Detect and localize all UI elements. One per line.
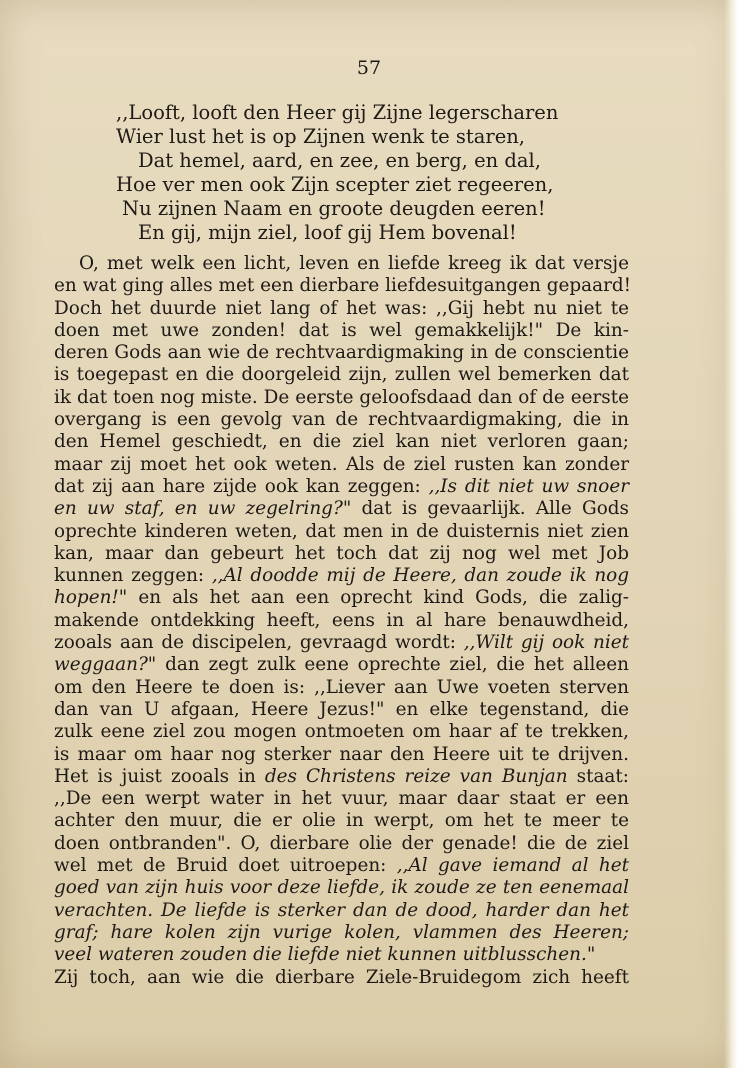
text-line: achter den muur, die er olie in werpt, om het te meer te: [54, 810, 629, 832]
text-line: [54, 587, 629, 609]
poem-stanza: [116, 101, 558, 246]
quote-italic: ,,Al gave iemand al het: [396, 855, 630, 877]
text-line: [54, 565, 629, 587]
quote-italic: ,,Is dit niet uw snoer: [428, 475, 630, 497]
poem-line: ,,Looft, looft den Heer gij Zijne legerscharen: [116, 101, 559, 124]
text-line: zulk eene ziel zou mogen ontmoeten om haar af te trekken,: [54, 721, 629, 743]
quote-italic: en uw staf, en uw zegelring?": [54, 498, 352, 520]
text-line: O, met welk een licht, leven en liefde kreeg ik dat versje: [79, 253, 629, 274]
text-segment: dan zegt zulk eene oprechte ziel, die het alleen: [156, 654, 629, 676]
text-segment: en als het aan een oprecht kind Gods, die zalig-: [127, 587, 629, 609]
text-segment: zooals aan de discipelen, gevraagd wordt:: [54, 632, 464, 654]
text-line: makende ontdekking heeft, eens in al hare benauwdheid,: [54, 609, 629, 631]
quote-italic: ,,Al doodde mij de Heere, dan zoude ik nog: [211, 565, 630, 587]
text-line: ik dat toen nog miste. De eerste geloofsdaad dan of de eerste: [54, 386, 629, 408]
quote-line-italic: veel wateren zouden die liefde niet kunnen uitblusschen.": [54, 944, 596, 966]
text-line: Zij toch, aan wie die dierbare Ziele-Bruidegom zich heeft: [54, 966, 629, 988]
quote-line-italic: graf; hare kolen zijn vurige kolen, vlammen des Heeren;: [54, 921, 629, 943]
quote-italic: hopen!": [54, 587, 128, 609]
text-line: [54, 632, 629, 654]
poem-line: Hoe ver men ook Zijn scepter ziet regeeren,: [116, 173, 554, 197]
quote-line-italic: goed van zijn huis voor deze liefde, ik zoude ze ten eenemaal: [54, 877, 629, 899]
text-segment: dat is gevaarlijk. Alle Gods: [351, 498, 629, 520]
book-title-italic: des Christens reize van Bunjan: [264, 765, 568, 787]
poem-line: Dat hemel, aard, en zee, en berg, en dal,: [138, 149, 541, 173]
text-line: kan, maar dan gebeurt het toch dat zij nog wel met Job: [54, 542, 629, 564]
quote-line-italic: verachten. De liefde is sterker dan de dood, harder dan het: [54, 899, 629, 921]
text-line: den Hemel geschiedt, en die ziel kan niet verloren gaan;: [54, 431, 629, 453]
text-line: deren Gods aan wie de rechtvaardigmaking in de conscientie: [54, 342, 629, 364]
text-line: is toegepast en die doorgeleid zijn, zullen wel bemerken dat: [54, 364, 629, 386]
text-line: en wat ging alles met een dierbare liefdesuitgangen gepaard!: [54, 275, 632, 297]
text-line: overgang is een gevolg van de rechtvaardigmaking, die in: [54, 409, 629, 431]
text-segment: dat zij aan hare zijde ook kan zeggen:: [54, 475, 429, 497]
text-line: [54, 855, 629, 877]
text-line: dan van U afgaan, Heere Jezus!" en elke tegenstand, die: [54, 698, 629, 720]
text-line: doen met uwe zonden! dat is wel gemakkelijk!" De kin-: [54, 319, 629, 341]
text-line: maar zij moet het ook weten. Als de ziel rusten kan zonder: [54, 453, 629, 475]
text-line: [54, 654, 629, 676]
text-line: doen ontbranden". O, dierbare olie der genade! die de ziel: [54, 832, 629, 854]
text-line: om den Heere te doen is: ,,Liever aan Uwe voeten sterven: [54, 676, 629, 698]
quote-italic: ,,Wilt gij ook niet: [463, 632, 629, 654]
poem-line: Nu zijnen Naam en groote deugden eeren!: [122, 197, 546, 221]
body-paragraph: [54, 253, 632, 989]
page-edge: [724, 0, 738, 1068]
text-segment: Het is juist zooals in: [54, 765, 265, 787]
page-number: 57: [356, 57, 382, 79]
text-line: [54, 476, 629, 498]
text-segment: kunnen zeggen:: [54, 565, 212, 587]
text-line: ,,De een werpt water in het vuur, maar daar staat er een: [54, 788, 629, 810]
poem-line: En gij, mijn ziel, loof gij Hem bovenal!: [138, 221, 517, 245]
text-line: [54, 766, 629, 788]
poem-line: Wier lust het is op Zijnen wenk te staren,: [116, 125, 525, 149]
quote-italic: weggaan?": [54, 654, 157, 676]
text-segment: wel met de Bruid doet uitroepen:: [54, 855, 397, 877]
text-line: oprechte kinderen weten, dat men in de duisternis niet zien: [54, 520, 629, 542]
text-line: [54, 498, 629, 520]
text-segment: staat:: [567, 765, 629, 787]
text-line: Doch het duurde niet lang of het was: ,,Gij hebt nu niet te: [54, 297, 629, 319]
text-line: is maar om haar nog sterker naar den Heere uit te drijven.: [54, 743, 629, 765]
